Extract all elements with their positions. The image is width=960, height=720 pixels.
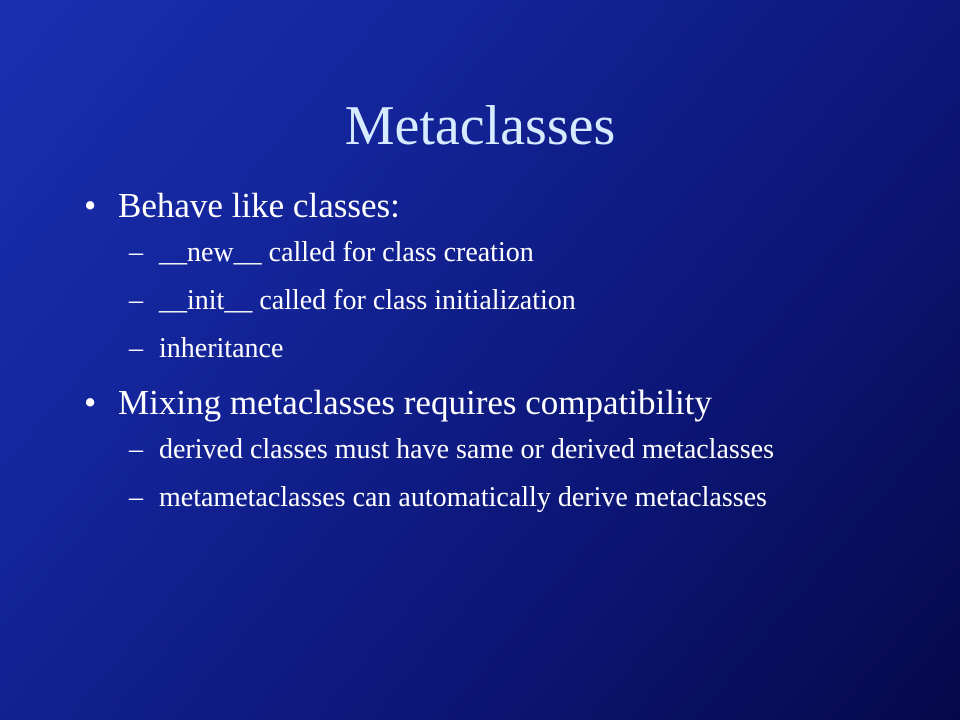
dash-icon: – (129, 482, 143, 513)
subitem-metametaclasses (84, 482, 884, 513)
dash-icon: – (129, 333, 143, 364)
bullet-text: Mixing metaclasses requires compatibility (118, 383, 712, 422)
sublist-mixing-metaclasses (84, 434, 884, 513)
bullet-mixing-metaclasses (84, 382, 884, 424)
sublist-behave-like-classes (84, 237, 884, 364)
subitem-text: __init__ called for class initialization (159, 285, 576, 316)
subitem-text: __new__ called for class creation (159, 237, 534, 268)
bullet-behave-like-classes (84, 185, 884, 227)
bullet-icon: • (84, 186, 97, 225)
slide-title: Metaclasses (344, 95, 616, 157)
dash-icon: – (129, 434, 143, 465)
bullet-icon: • (84, 383, 97, 422)
subitem-text: metametaclasses can automatically derive metaclasses (159, 482, 767, 513)
bullet-text: Behave like classes: (118, 186, 400, 225)
subitem-new (84, 237, 884, 268)
subitem-derived-classes (84, 434, 884, 465)
subitem-text: derived classes must have same or derived metaclasses (159, 434, 775, 465)
dash-icon: – (129, 237, 143, 268)
subitem-inheritance (84, 333, 884, 364)
subitem-init (84, 285, 884, 316)
subitem-text: inheritance (159, 333, 284, 364)
dash-icon: – (129, 285, 143, 316)
slide-body (84, 185, 884, 531)
